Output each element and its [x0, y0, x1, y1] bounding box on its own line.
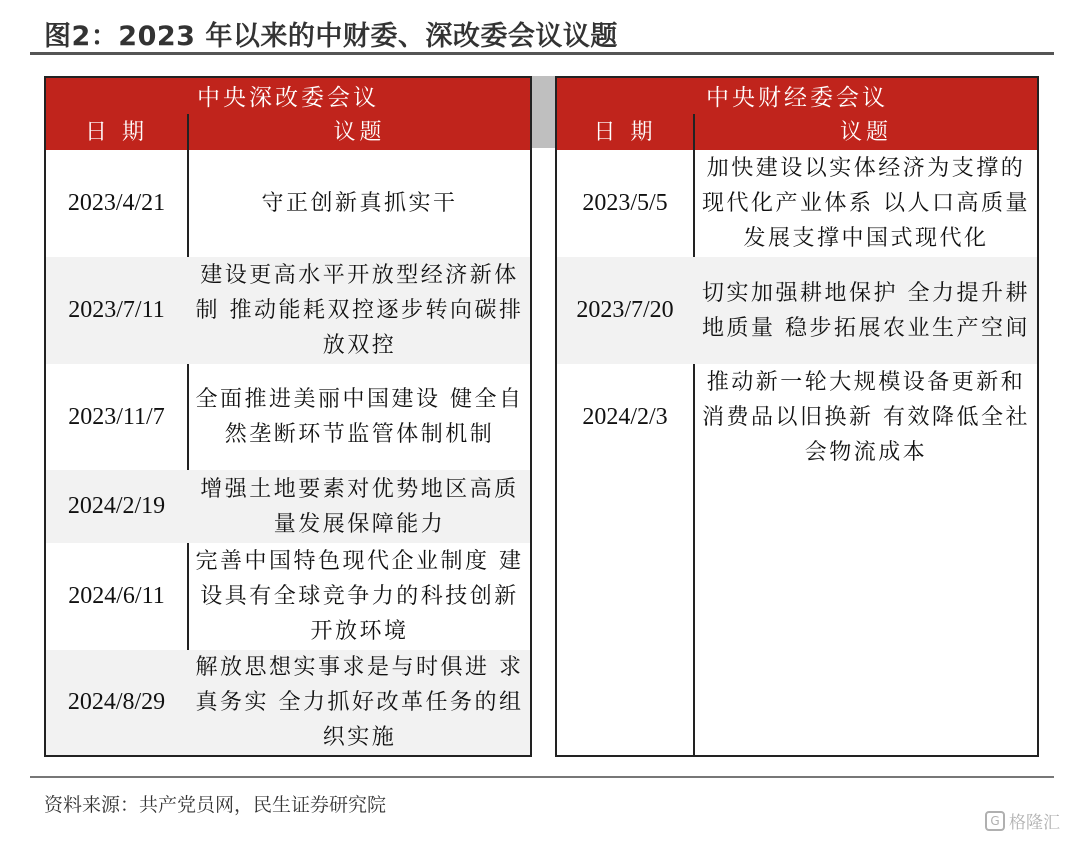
- date-column-header: 日 期: [593, 120, 657, 145]
- table-row: [46, 364, 530, 470]
- table-row: [46, 543, 530, 650]
- table-header: [46, 78, 530, 150]
- table-row: [46, 650, 530, 755]
- table-row: [46, 470, 530, 543]
- row-topic: 完善中国特色现代企业制度 建设具有全球竞争力的科技创新开放环境: [195, 549, 524, 644]
- header-gap: [532, 76, 555, 148]
- watermark-text: 格隆汇: [1009, 813, 1060, 833]
- table-row: [557, 257, 1037, 364]
- row-date: 2023/4/21: [67, 190, 166, 216]
- row-topic: 全面推进美丽中国建设 健全自然垄断环节监管体制机制: [195, 387, 524, 447]
- row-topic: 解放思想实事求是与时俱进 求真务实 全力抓好改革任务的组织实施: [195, 655, 524, 750]
- gelonghui-logo-icon: G: [985, 811, 1005, 831]
- watermark-logo: [985, 808, 1060, 833]
- shengaiwei-table: [44, 76, 532, 757]
- table-row: [46, 257, 530, 364]
- figure-title: 图2：2023 年以来的中财委、深改委会议议题: [44, 21, 618, 52]
- table-row: [557, 150, 1037, 257]
- table-title: 中央财经委会议: [706, 85, 888, 111]
- date-column-header: 日 期: [85, 120, 148, 145]
- row-date: 2024/2/3: [582, 403, 668, 430]
- row-date: 2024/6/11: [68, 583, 165, 609]
- table-row: [46, 150, 530, 257]
- row-date: 2023/11/7: [68, 403, 165, 430]
- row-date: 2023/7/11: [68, 297, 165, 323]
- row-topic: 切实加强耕地保护 全力提升耕地质量 稳步拓展农业生产空间: [702, 280, 1030, 341]
- title-divider: [30, 52, 1054, 55]
- row-date: 2024/2/19: [67, 493, 166, 519]
- row-topic: 守正创新真抓实干: [261, 191, 458, 216]
- row-date: 2024/8/29: [67, 689, 166, 715]
- caijingwei-table: [555, 76, 1039, 757]
- table-header: [557, 78, 1037, 150]
- row-topic: 建设更高水平开放型经济新体制 推动能耗双控逐步转向碳排放双控: [195, 263, 524, 358]
- row-date: 2023/5/5: [582, 190, 668, 216]
- footer-divider: [30, 776, 1054, 778]
- row-topic: 加快建设以实体经济为支撑的现代化产业体系 以人口高质量发展支撑中国式现代化: [702, 156, 1030, 251]
- row-date: 2023/7/20: [576, 297, 674, 323]
- table-row: [557, 364, 1037, 470]
- row-topic: 推动新一轮大规模设备更新和消费品以旧换新 有效降低全社会物流成本: [702, 369, 1030, 465]
- topic-column-header: 议题: [333, 120, 386, 145]
- topic-column-header: 议题: [839, 120, 892, 145]
- row-topic: 增强土地要素对优势地区高质量发展保障能力: [200, 476, 519, 537]
- table-title: 中央深改委会议: [197, 85, 379, 111]
- source-note: 资料来源：共产党员网，民生证券研究院: [44, 794, 387, 816]
